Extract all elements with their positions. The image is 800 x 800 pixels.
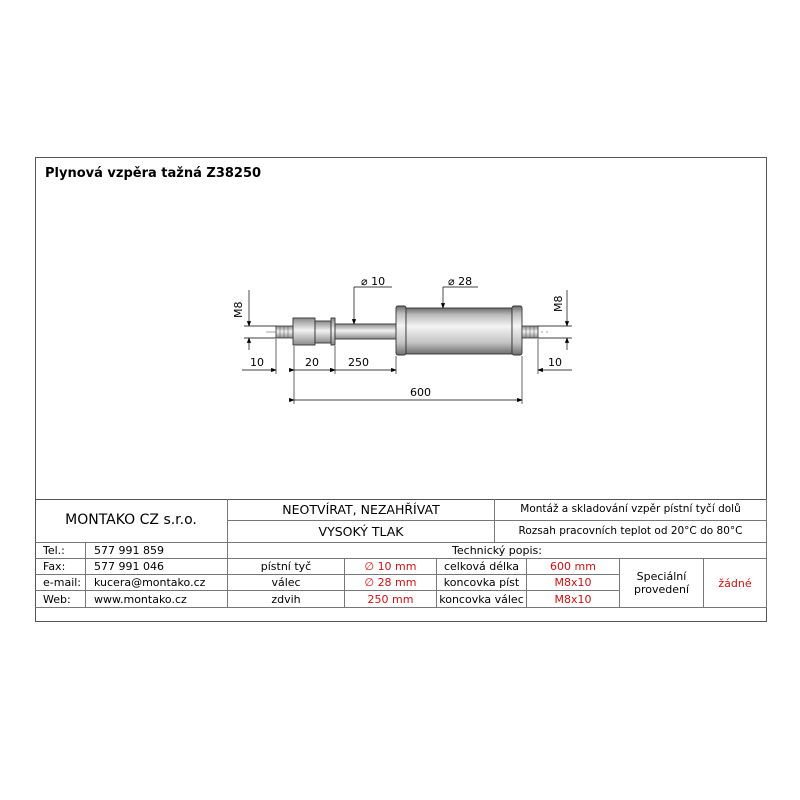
contact-value-email: kucera@montako.cz [86,575,228,591]
piston-thread [276,326,294,338]
dim-m8-right: M8 [552,295,565,312]
spec-label-stroke: zdvih [228,591,345,608]
spec-label-cylinder: válec [228,575,345,591]
contact-value-tel: 577 991 859 [86,543,228,559]
temperature-note: Rozsah pracovních teplot od 20°C do 80°C [495,521,767,543]
spec-value-piston-end: M8x10 [527,575,620,591]
special-version-value: žádné [704,559,767,608]
contact-value-web: www.montako.cz [86,591,228,608]
spec-label-piston-end: koncovka píst [437,575,527,591]
cylinder-body [406,308,512,354]
dim-cylinder-diameter: ⌀ 28 [448,275,473,288]
dim-rod-diameter: ⌀ 10 [361,275,386,288]
dim-stroke: 250 [348,356,369,369]
warning-no-open: NEOTVÍRAT, NEZAHŘÍVAT [228,499,495,521]
company-name: MONTAKO CZ s.r.o. [35,499,228,543]
dim-thread-length-left: 10 [250,356,264,369]
spec-label-total-length: celková délka [437,559,527,575]
special-version-label [620,559,704,608]
contact-label-tel: Tel.: [35,543,86,559]
title-block [35,499,767,608]
spec-value-total-length: 600 mm [527,559,620,575]
spec-value-cylinder-end: M8x10 [527,591,620,608]
special-version-label-text: Speciální provedení [633,570,690,596]
technical-description-header: Technický popis: [228,543,767,559]
piston-rod [335,324,397,339]
dim-total-length: 600 [410,386,431,399]
contact-label-email: e-mail: [35,575,86,591]
piston-end-fitting [293,318,315,345]
mounting-note: Montáž a skladování vzpěr pístní tyčí dolů [495,499,767,521]
contact-label-web: Web: [35,591,86,608]
spec-value-rod: ∅ 10 mm [345,559,437,575]
dim-m8-left: M8 [232,301,245,318]
contact-value-fax: 577 991 046 [86,559,228,575]
warning-high-pressure: VYSOKÝ TLAK [228,521,495,543]
spec-value-stroke: 250 mm [345,591,437,608]
spec-label-rod: pístní tyč [228,559,345,575]
dim-thread-length-right: 10 [548,356,562,369]
drawing-title: Plynová vzpěra tažná Z38250 [45,166,262,181]
cylinder-end-cap-right [512,306,522,355]
spec-value-cylinder: ∅ 28 mm [345,575,437,591]
contact-label-fax: Fax: [35,559,86,575]
cylinder-end-cap-left [396,306,406,355]
spec-label-cylinder-end: koncovka válec [437,591,527,608]
dim-fitting-length: 20 [305,356,319,369]
